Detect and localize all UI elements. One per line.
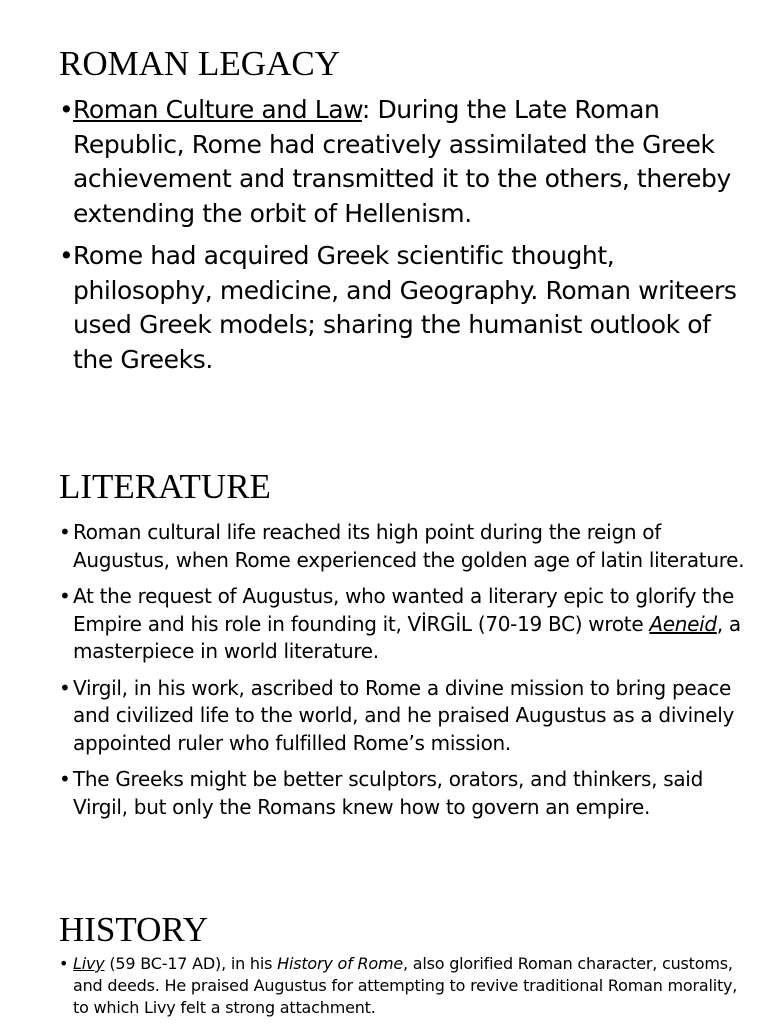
history-bullet-list bbox=[59, 953, 748, 1019]
bullet-text: , a masterpiece in world literature. bbox=[73, 611, 741, 663]
work-title-aeneid: Aeneid bbox=[649, 611, 717, 636]
list-item bbox=[59, 93, 748, 231]
bullet-dot-icon: • bbox=[59, 767, 71, 791]
list-item bbox=[59, 675, 748, 758]
list-item bbox=[59, 583, 748, 666]
bullet-text: Rome had acquired Greek scientific thought, philosophy, medicine, and Geography. Roman writeers used Greek models; sharing the humanist outlook of the Greeks. bbox=[73, 241, 737, 374]
list-item bbox=[59, 766, 748, 821]
bullet-text: , also glorified Roman character, customs, and deeds. He praised Augustus for attempting to revive traditional Roman morality, to which Livy felt a strong attachment. bbox=[73, 954, 738, 1017]
bullet-dot-icon: • bbox=[59, 241, 74, 270]
heading-literature: LITERATURE bbox=[59, 467, 271, 506]
bullet-dot-icon: • bbox=[59, 584, 71, 608]
list-item bbox=[59, 239, 748, 377]
bullet-dot-icon: • bbox=[59, 520, 71, 544]
heading-history: HISTORY bbox=[59, 910, 209, 949]
bullet-text: The Greeks might be better sculptors, orators, and thinkers, said Virgil, but only the Romans knew how to govern an empire. bbox=[73, 767, 703, 819]
heading-roman-legacy: ROMAN LEGACY bbox=[59, 44, 340, 83]
work-title-history-of-rome: History of Rome bbox=[277, 954, 403, 973]
list-item bbox=[59, 519, 748, 574]
author-livy: Livy bbox=[73, 954, 105, 973]
bullet-dot-icon: • bbox=[59, 954, 69, 973]
bullet-lead-underlined: Roman Culture and Law bbox=[73, 95, 362, 124]
bullet-text: (59 BC-17 AD), in his bbox=[104, 954, 278, 973]
bullet-text: Roman cultural life reached its high point during the reign of Augustus, when Rome experienced the golden age of latin literature. bbox=[73, 520, 745, 572]
literature-bullet-list bbox=[59, 519, 748, 866]
bullet-dot-icon: • bbox=[59, 95, 74, 124]
bullet-dot-icon: • bbox=[59, 675, 71, 700]
bullet-text: At the request of Augustus, who wanted a literary epic to glorify the Empire and his role in founding it, VİRGİL (70-19 BC) wrote bbox=[73, 584, 735, 636]
bullet-text: Virgil, in his work, ascribed to Rome a divine mission to bring peace and civilized life to the world, and he praised Augustus as a divinely appointed ruler who fulfilled Rome’s mission. bbox=[73, 675, 735, 755]
list-item bbox=[59, 953, 748, 1019]
bullet-text: : During the Late Roman Republic, Rome had creatively assimilated the Greek achievement and transmitted it to the others, thereby extending the orbit of Hellenism. bbox=[73, 95, 731, 228]
roman-legacy-bullet-list bbox=[59, 93, 748, 385]
